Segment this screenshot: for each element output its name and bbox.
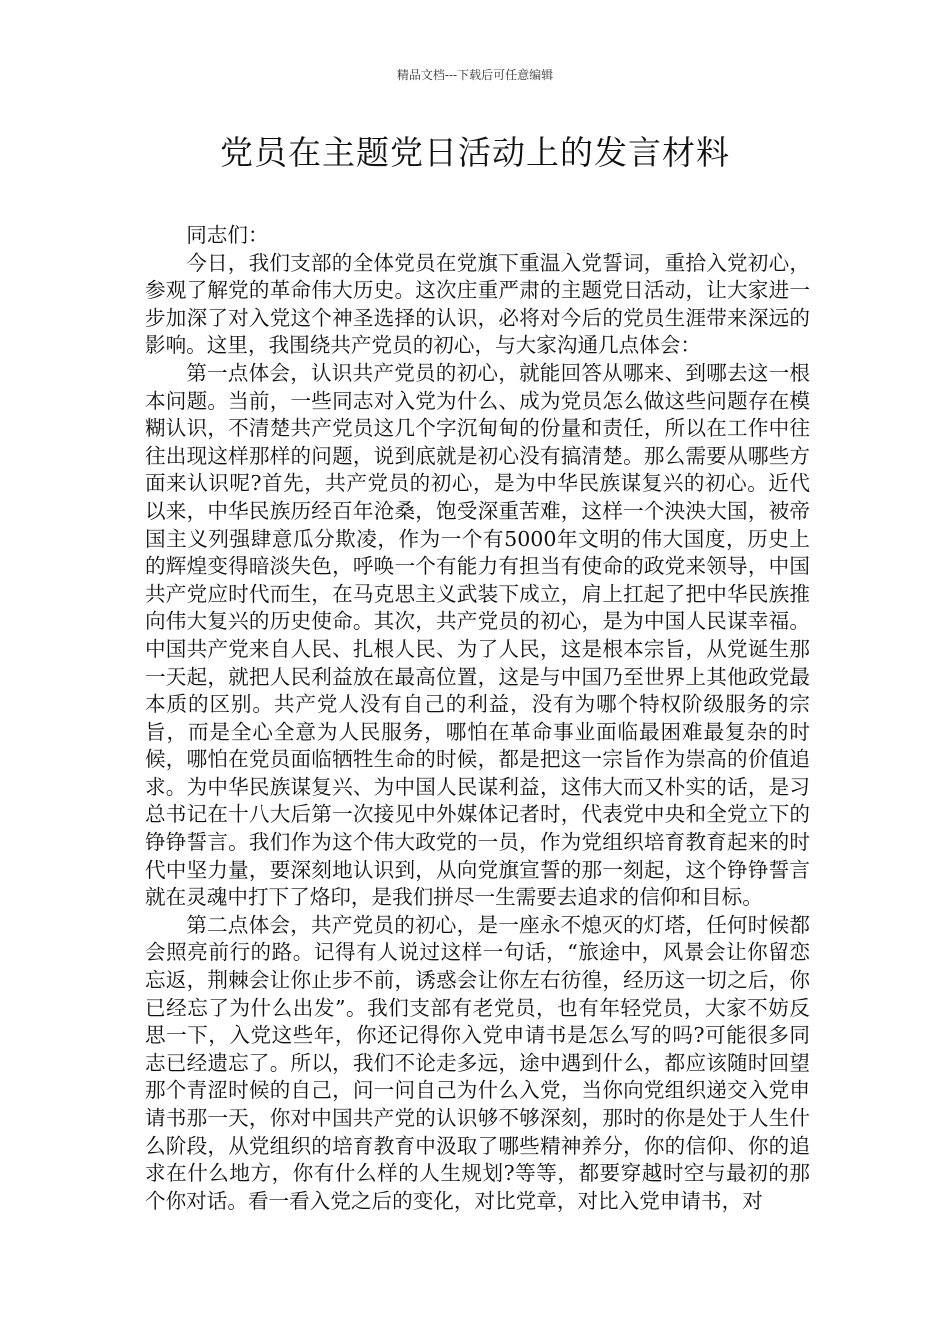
salutation: 同志们： [186, 223, 269, 247]
document-body [145, 222, 810, 1215]
document-title: 党员在主题党日活动上的发言材料 [220, 133, 730, 172]
paragraph-point-two: 第二点体会，共产党员的初心，是一座永不熄灭的灯塔，任何时候都会照亮前行的路。记得有人说过这样一句话，“旅途中，风景会让你留恋忘返，荆棘会让你止步不前，诱惑会让你左右彷徨，经历这一切之后，你已经忘了为什么出发”。我们支部有老党员，也有年轻党员，大家不妨反思一下，入党这些年，你还记得你入党申请书是怎么写的吗?可能很多同志已经遗忘了。所以，我们不论走多远，途中遇到什么，都应该随时回望那个青涩时候的自己，问一问自己为什么入党，当你向党组织递交入党申请书那一天，你对中国共产党的认识够不够深刻，那时的你是处于人生什么阶段，从党组织的培育教育中汲取了哪些精神养分，你的信仰、你的追求在什么地方，你有什么样的人生规划?等等，都要穿越时空与最初的那个你对话。看一看入党之后的变化，对比党章，对比入党申请书，对 [145, 912, 810, 1213]
paragraph-intro: 今日，我们支部的全体党员在党旗下重温入党誓词，重拾入党初心，参观了解党的革命伟大历史。这次庄重严肃的主题党日活动，让大家进一步加深了对入党这个神圣选择的认识，必将对今后的党员生涯带来深远的影响。这里，我围绕共产党员的初心，与大家沟通几点体会： [145, 250, 810, 358]
paragraph-point-one: 第一点体会，认识共产党员的初心，就能回答从哪来、到哪去这一根本问题。当前，一些同志对入党为什么、成为党员怎么做这些问题存在模糊认识，不清楚共产党员这几个字沉甸甸的份量和责任，所以在工作中往往出现这样那样的问题，说到底就是初心没有搞清楚。那么需要从哪些方面来认识呢?首先，共产党员的初心，是为中华民族谋复兴的初心。近代以来，中华民族历经百年沧桑，饱受深重苦难，这样一个泱泱大国，被帝国主义列强肆意瓜分欺凌，作为一个有5000年文明的伟大国度，历史上的辉煌变得暗淡失色，呼唤一个有能力有担当有使命的政党来领导，中国共产党应时代而生，在马克思主义武装下成立，肩上扛起了把中华民族推向伟大复兴的历史使命。其次，共产党员的初心，是为中国人民谋幸福。中国共产党来自人民、扎根人民、为了人民，这是根本宗旨，从党诞生那一天起，就把人民利益放在最高位置，这是与中国乃至世界上其他政党最本质的区别。共产党人没有自己的利益，没有为哪个特权阶级服务的宗旨，而是全心全意为人民服务，哪怕在革命事业面临最困难最复杂的时候，哪怕在党员面临牺牲生命的时候，都是把这一宗旨作为崇高的价值追求。为中华民族谋复兴、为中国人民谋利益，这伟大而又朴实的话，是习总书记在十八大后第一次接见中外媒体记者时，代表党中央和全党立下的铮铮誓言。我们作为这个伟大政党的一员，作为党组织培育教育起来的时代中坚力量，要深刻地认识到，从向党旗宣誓的那一刻起，这个铮铮誓言就在灵魂中打下了烙印，是我们拼尽一生需要去追求的信仰和目标。 [145, 360, 810, 910]
header-note: 精品文档---下载后可任意编辑 [396, 68, 554, 82]
